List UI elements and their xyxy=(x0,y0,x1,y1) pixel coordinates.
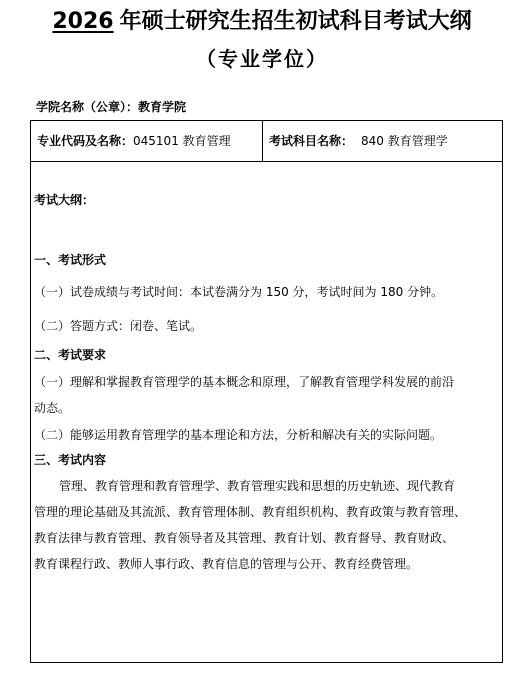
document-subtitle: （专业学位） xyxy=(196,47,328,71)
section2-item2: （二）能够运用教育管理学的基本理论和方法，分析和解决有关的实际问题。 xyxy=(34,428,443,442)
section3-line4: 教育课程行政、教师人事行政、教育信息的管理与公开、教育经费管理。 xyxy=(34,557,419,571)
section3-line3: 教育法律与教育管理、教育领导者及其管理、教育计划、教育督导、教育财政、 xyxy=(34,531,455,545)
section1-title: 一、考试形式 xyxy=(34,253,107,267)
outline-heading: 考试大纲： xyxy=(34,193,95,207)
college-name: 学院名称（公章）：教育学院 xyxy=(36,100,187,114)
section3-line2: 管理的理论基础及其流派、教育管理体制、教育组织机构、教育政策与教育管理、 xyxy=(34,505,467,519)
section3-title: 三、考试内容 xyxy=(34,453,107,467)
section1-item2: （二）答题方式：闭卷、笔试。 xyxy=(34,319,203,333)
document-title xyxy=(0,6,524,38)
section1-item1: （一）试卷成绩与考试时间：本试卷满分为 150 分，考试时间为 180 分钟。 xyxy=(34,285,444,299)
major-label: 专业代码及名称： xyxy=(37,134,134,148)
title-year: 2026 xyxy=(52,9,114,34)
table-header-row xyxy=(31,121,502,162)
subject-label: 考试科目名称： xyxy=(269,134,354,148)
subject-cell xyxy=(269,132,448,150)
major-cell xyxy=(37,132,231,150)
major-value: 045101 教育管理 xyxy=(133,134,231,148)
section3-line1: 管理、教育管理和教育管理学、教育管理实践和思想的历史轨迹、现代教育 xyxy=(59,479,456,493)
section2-item1-line2: 动态。 xyxy=(34,401,71,415)
section2-item1-line1: （一）理解和掌握教育管理学的基本概念和原理，了解教育管理学科发展的前沿 xyxy=(34,375,455,389)
section2-title: 二、考试要求 xyxy=(34,348,107,362)
title-main: 年硕士研究生招生初试科目考试大纲 xyxy=(119,9,472,34)
subject-value: 840 教育管理学 xyxy=(361,134,448,148)
outline-table xyxy=(30,120,503,663)
header-divider xyxy=(262,121,263,161)
